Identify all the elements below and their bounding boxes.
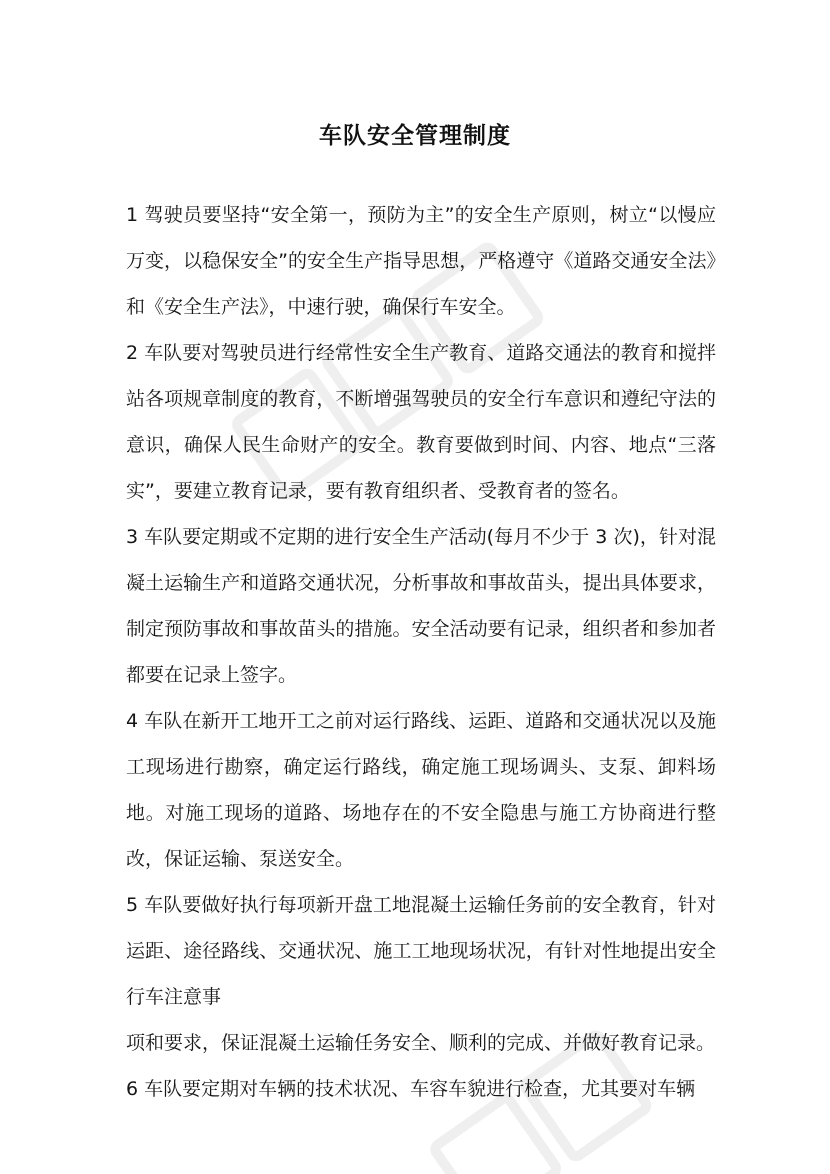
paragraph-5-continued: 项和要求，保证混凝土运输任务安全、顺利的完成、并做好教育记录。 (126, 1032, 716, 1054)
paragraph-6: 6 车队要定期对车辆的技术状况、车容车貌进行检查，尤其要对车辆 (126, 1078, 696, 1100)
paragraph-5: 5 车队要做好执行每项新开盘工地混凝土运输任务前的安全教育，针对运距、途径路线、交通状况、施工工地现场状况，有针对性地提出安全行车注意事 (126, 894, 716, 1008)
paragraph-1: 1 驾驶员要坚持“安全第一，预防为主”的安全生产原则，树立“以慢应万变，以稳保安全”的安全生产指导思想，严格遵守《道路交通安全法》和《安全生产法》，中速行驶，确保行车安全。 (126, 204, 716, 318)
paragraph-4: 4 车队在新开工地开工之前对运行路线、运距、道路和交通状况以及施工现场进行勘察，确定运行路线，确定施工现场调头、支泵、卸料场地。对施工现场的道路、场地存在的不安全隐患与施工方协商进行整改，保证运输、泵送安全。 (126, 710, 716, 870)
paragraph-2: 2 车队要对驾驶员进行经常性安全生产教育、道路交通法的教育和搅拌站各项规章制度的教育，不断增强驾驶员的安全行车意识和遵纪守法的意识，确保人民生命财产的安全。教育要做到时间、内容、地点“三落实”，要建立教育记录，要有教育组织者、受教育者的签名。 (126, 342, 716, 502)
document-title: 车队安全管理制度 (319, 123, 511, 149)
paragraph-3: 3 车队要定期或不定期的进行安全生产活动(每月不少于 3 次)，针对混凝土运输生产和道路交通状况，分析事故和事故苗头，提出具体要求，制定预防事故和事故苗头的措施。安全活动要有记录，组织者和参加者都要在记录上签字。 (126, 526, 716, 686)
document-body (126, 192, 716, 1112)
